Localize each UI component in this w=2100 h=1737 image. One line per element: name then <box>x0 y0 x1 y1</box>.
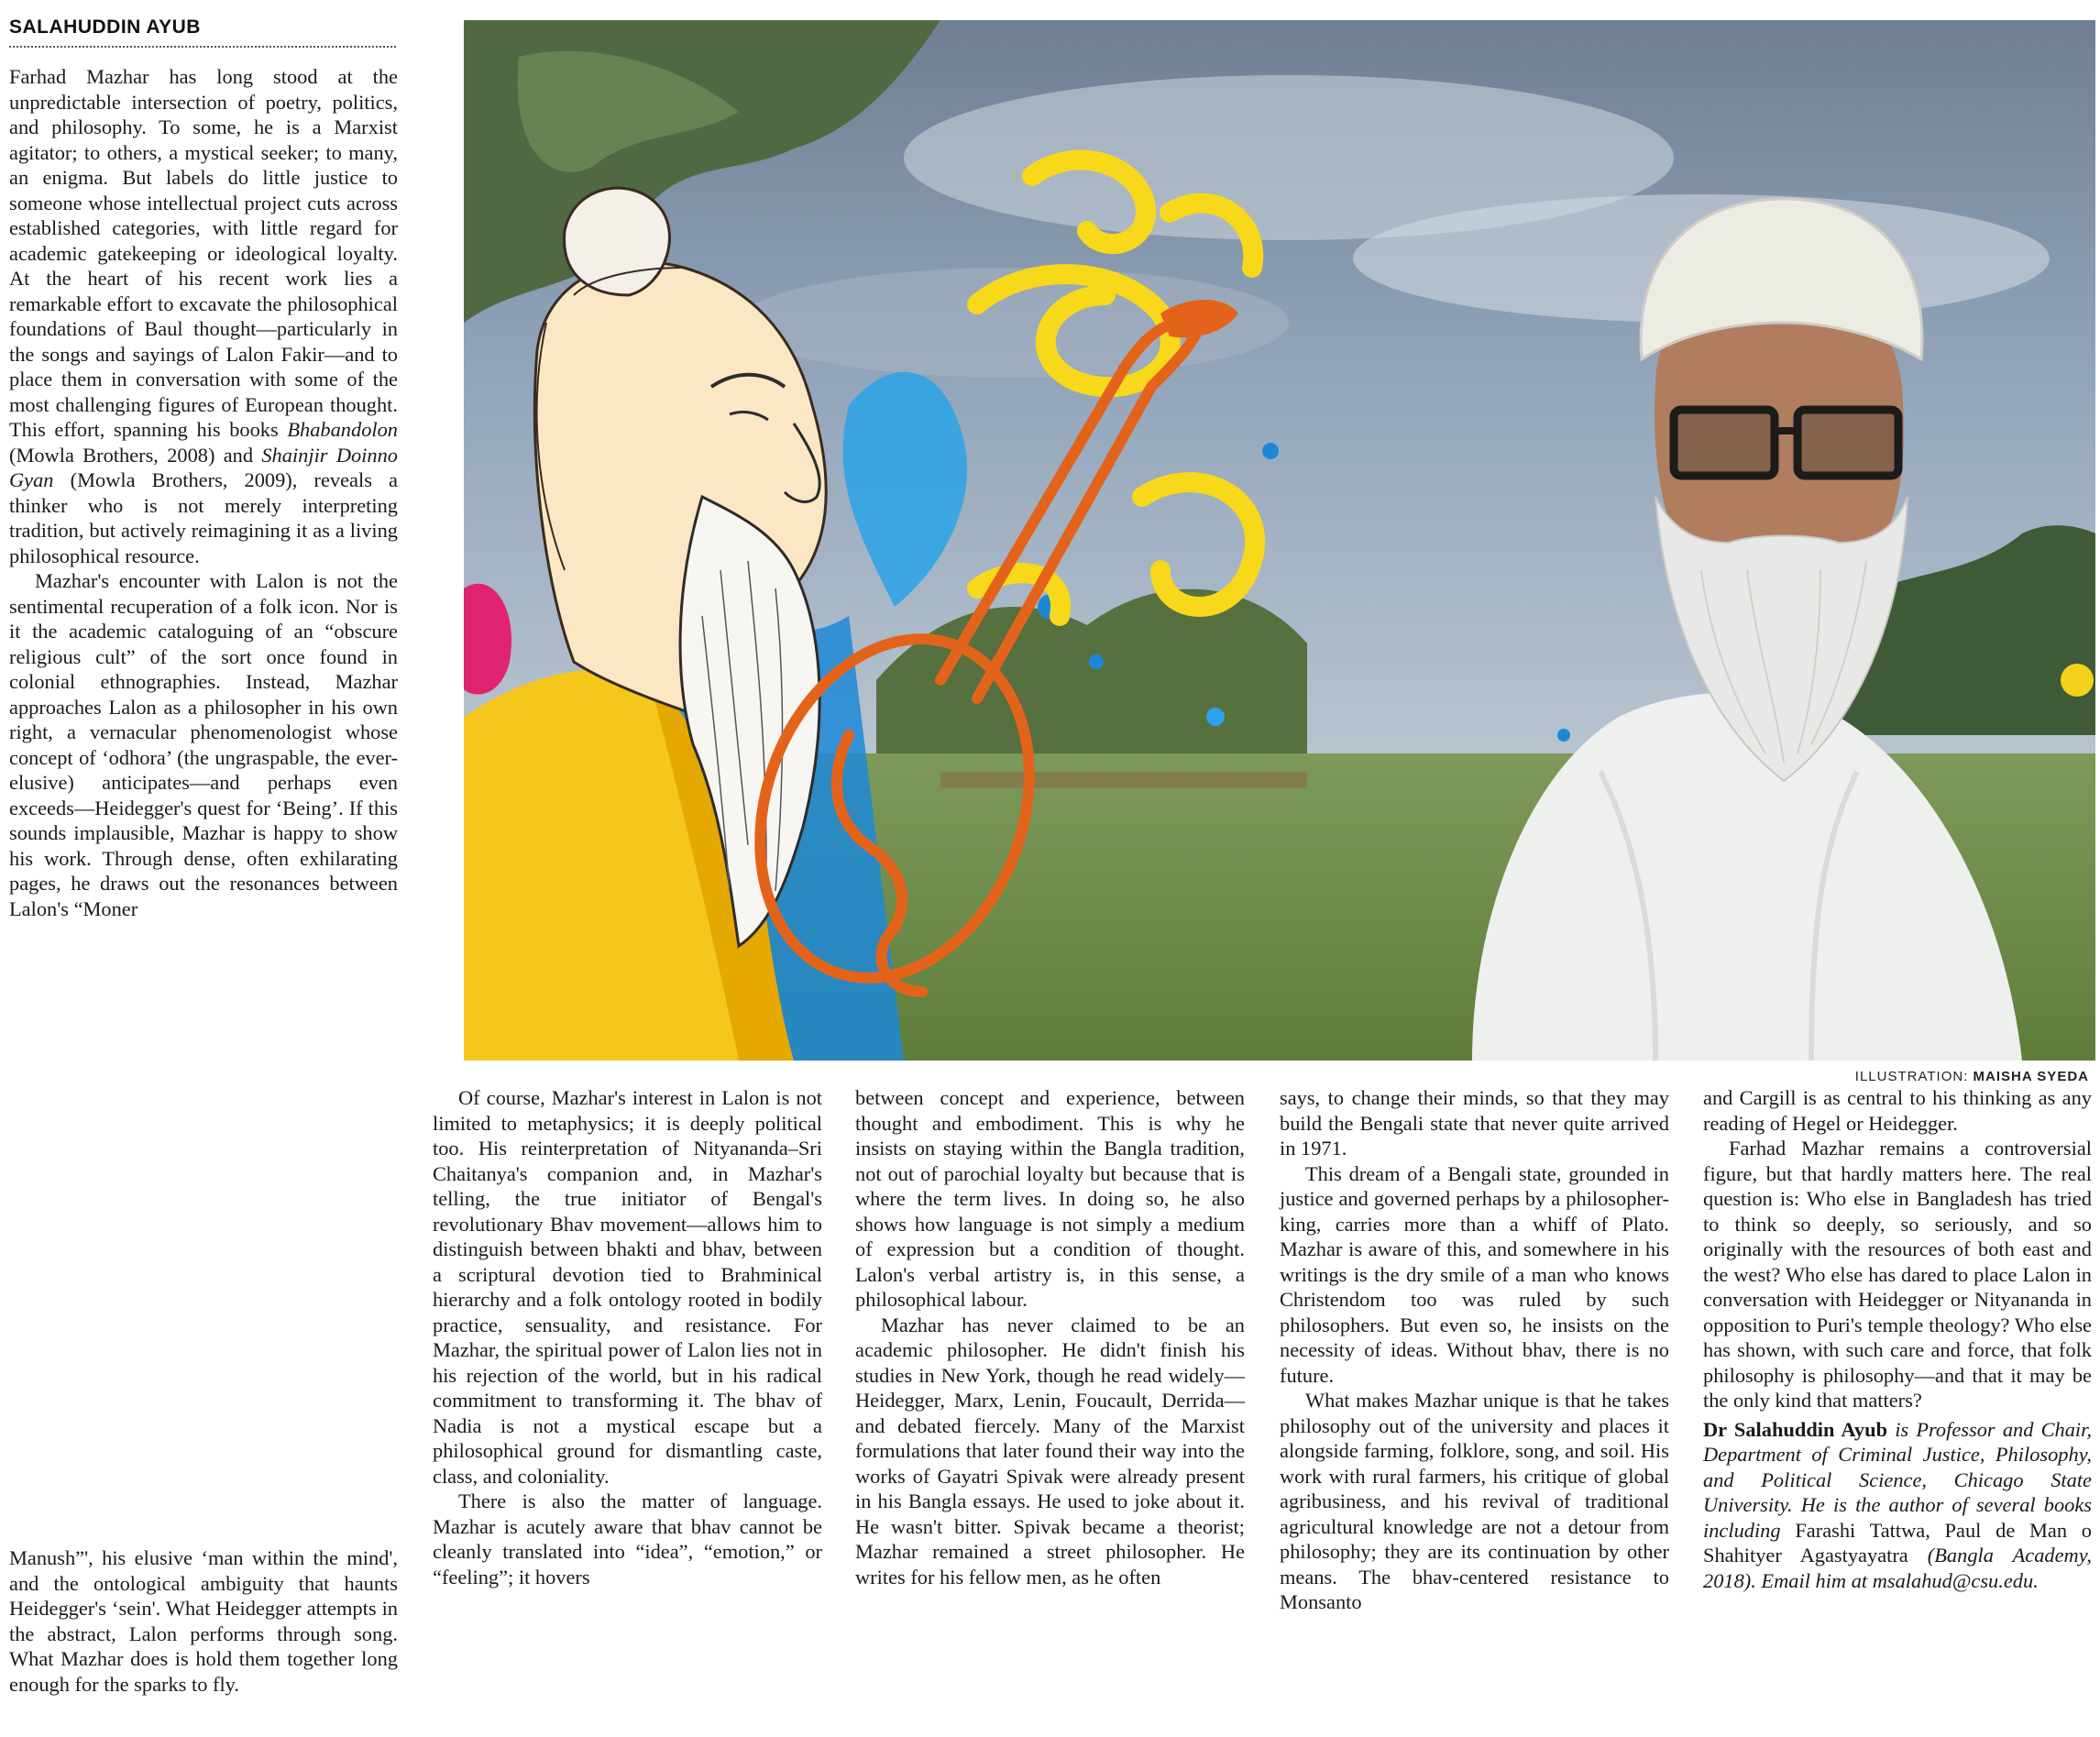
author-name: Dr Salahuddin Ayub <box>1703 1417 1888 1441</box>
paragraph: Mazhar's encounter with Lalon is not the sentimental recuperation of a folk icon. Nor is it the academic cataloguing of an “obscure religious cult” of the sort once found in colonial ethnographies. Instead, Mazhar approaches Lalon as a philosopher in his own right, a vernacular phenomenologist whose concept of ‘odhora’ (the ungraspable, the ever-elusive) anticipates—and perhaps even exceeds—Heidegger's quest for ‘Being’. If this sounds implausible, Mazhar is happy to show his work. Through dense, often exhilarating pages, he draws out the resonances between Lalon's “Moner <box>9 569 398 920</box>
article-column-1-continued <box>9 1545 398 1697</box>
paragraph: Farhad Mazhar remains a controversial figure, but that hardly matters here. The real question is: Who else in Bangladesh has tried to think so deeply, so seriously, and so originally with the resources of both east and the west? Who else has dared to place Lalon in conversation with Heidegger or Nityananda in opposition to Puri's temple theology? Who else has shown, with such care and force, that folk philosophy is philosophy—and that it may be the only kind that matters? <box>1703 1137 2092 1412</box>
paragraph: What makes Mazhar unique is that he takes philosophy out of the university and places it alongside farming, folklore, song, and soil. His work with rural farmers, his critique of global agribusiness, and his revival of traditional agricultural knowledge are not a detour from philosophy; they are its continuation by other means. The bhav-centered resistance to Monsanto <box>1280 1389 1669 1613</box>
book-title: Bhabandolon <box>287 418 398 441</box>
illustration <box>464 20 2095 1061</box>
article-column-1 <box>9 64 398 921</box>
paragraph: and Cargill is as central to his thinking as any reading of Hegel or Heidegger. <box>1703 1086 2092 1135</box>
paragraph: says, to change their minds, so that they may build the Bengali state that never quite arrived in 1971. <box>1280 1086 1669 1160</box>
paragraph: between concept and experience, between thought and embodiment. This is why he insists on staying within the Bangla tradition, not out of parochial loyalty but because that is where the term lives. In doing so, he also shows how language is not simply a medium of expression but a condition of thought. Lalon's verbal artistry is, in this sense, a philosophical labour. <box>855 1086 1245 1311</box>
paragraph: There is also the matter of language. Mazhar is acutely aware that bhav cannot be cleanly translated into “idea”, “emotion,” or “feeling”; it hovers <box>433 1490 822 1589</box>
article-column-3 <box>855 1085 1245 1589</box>
paragraph: Of course, Mazhar's interest in Lalon is not limited to metaphysics; it is deeply political too. His reinterpretation of Nityananda–Sri Chaitanya's companion and, in Mazhar's telling, the true initiator of Bengal's revolutionary Bhav movement—allows him to distinguish between bhakti and bhav, between a scriptural devotion tied to Brahminical hierarchy and a folk ontology rooted in bodily practice, sensuality, and resistance. For Mazhar, the spiritual power of Lalon lies not in his rejection of the world, but in his radical commitment to transforming it. The bhav of Nadia is not a mystical escape but a philosophical ground for dismantling caste, class, and coloniality. <box>433 1086 822 1488</box>
paragraph: Manush”', his elusive ‘man within the mind', and the ontological ambiguity that haunts Heidegger's ‘sein'. What Heidegger attempts in the abstract, Lalon performs through song. What Mazhar does is hold them together long enough for the sparks to fly. <box>9 1546 398 1696</box>
author-bio: Dr Salahuddin Ayub is Professor and Chair, Department of Criminal Justice, Philosophy, and Political Science, Chicago State University. He is the author of several books including Farashi Tattwa, Paul de Man o Shahityer Agastyayatra (Bangla Academy, 2018). Email him at msalahud@csu.edu. <box>1703 1417 2092 1592</box>
paragraph: Farhad Mazhar has long stood at the unpredictable intersection of poetry, politics, and philosophy. To some, he is a Marxist agitator; to others, a mystical seeker; to many, an enigma. But labels do little justice to someone whose intellectual project cuts across established categories, with little regard for academic gatekeeping or ideological loyalty. At the heart of his recent work lies a remarkable effort to excavate the philosophical foundations of Baul thought—particularly in the songs and sayings of Lalon Fakir—and to place them in conversation with some of the most challenging figures of European thought. This effort, spanning his books Bhabandolon (Mowla Brothers, 2008) and Shainjir Doinno Gyan (Mowla Brothers, 2009), reveals a thinker who is not merely interpreting tradition, but actively reimagining it as a living philosophical resource. <box>9 65 398 567</box>
paragraph: This dream of a Bengali state, grounded in justice and governed perhaps by a philosopher-king, carries more than a whiff of Plato. Mazhar is aware of this, and somewhere in his writings is the dry smile of a man who knows Christendom too was ruled by such philosophers. But even so, he insists on the necessity of ideas. Without bhav, there is no future. <box>1280 1161 1669 1387</box>
book-title: Shainjir Doinno Gyan <box>9 443 398 491</box>
article-column-5 <box>1703 1085 2092 1593</box>
byline: SALAHUDDIN AYUB <box>9 16 396 48</box>
illustration-credit: ILLUSTRATION: MAISHA SYEDA <box>1854 1069 2089 1084</box>
article-column-4 <box>1280 1085 1669 1615</box>
paragraph: Mazhar has never claimed to be an academic philosopher. He didn't finish his studies in New York, though he read widely—Heidegger, Marx, Lenin, Foucault, Derrida—and debated fiercely. Many of the Marxist formulations that later found their way into the works of Gayatri Spivak were already present in his Bangla essays. He used to joke about it. He wasn't bitter. Spivak became a theorist; Mazhar remained a street philosopher. He writes for his fellow men, as he often <box>855 1313 1245 1589</box>
article-column-2 <box>433 1085 822 1589</box>
